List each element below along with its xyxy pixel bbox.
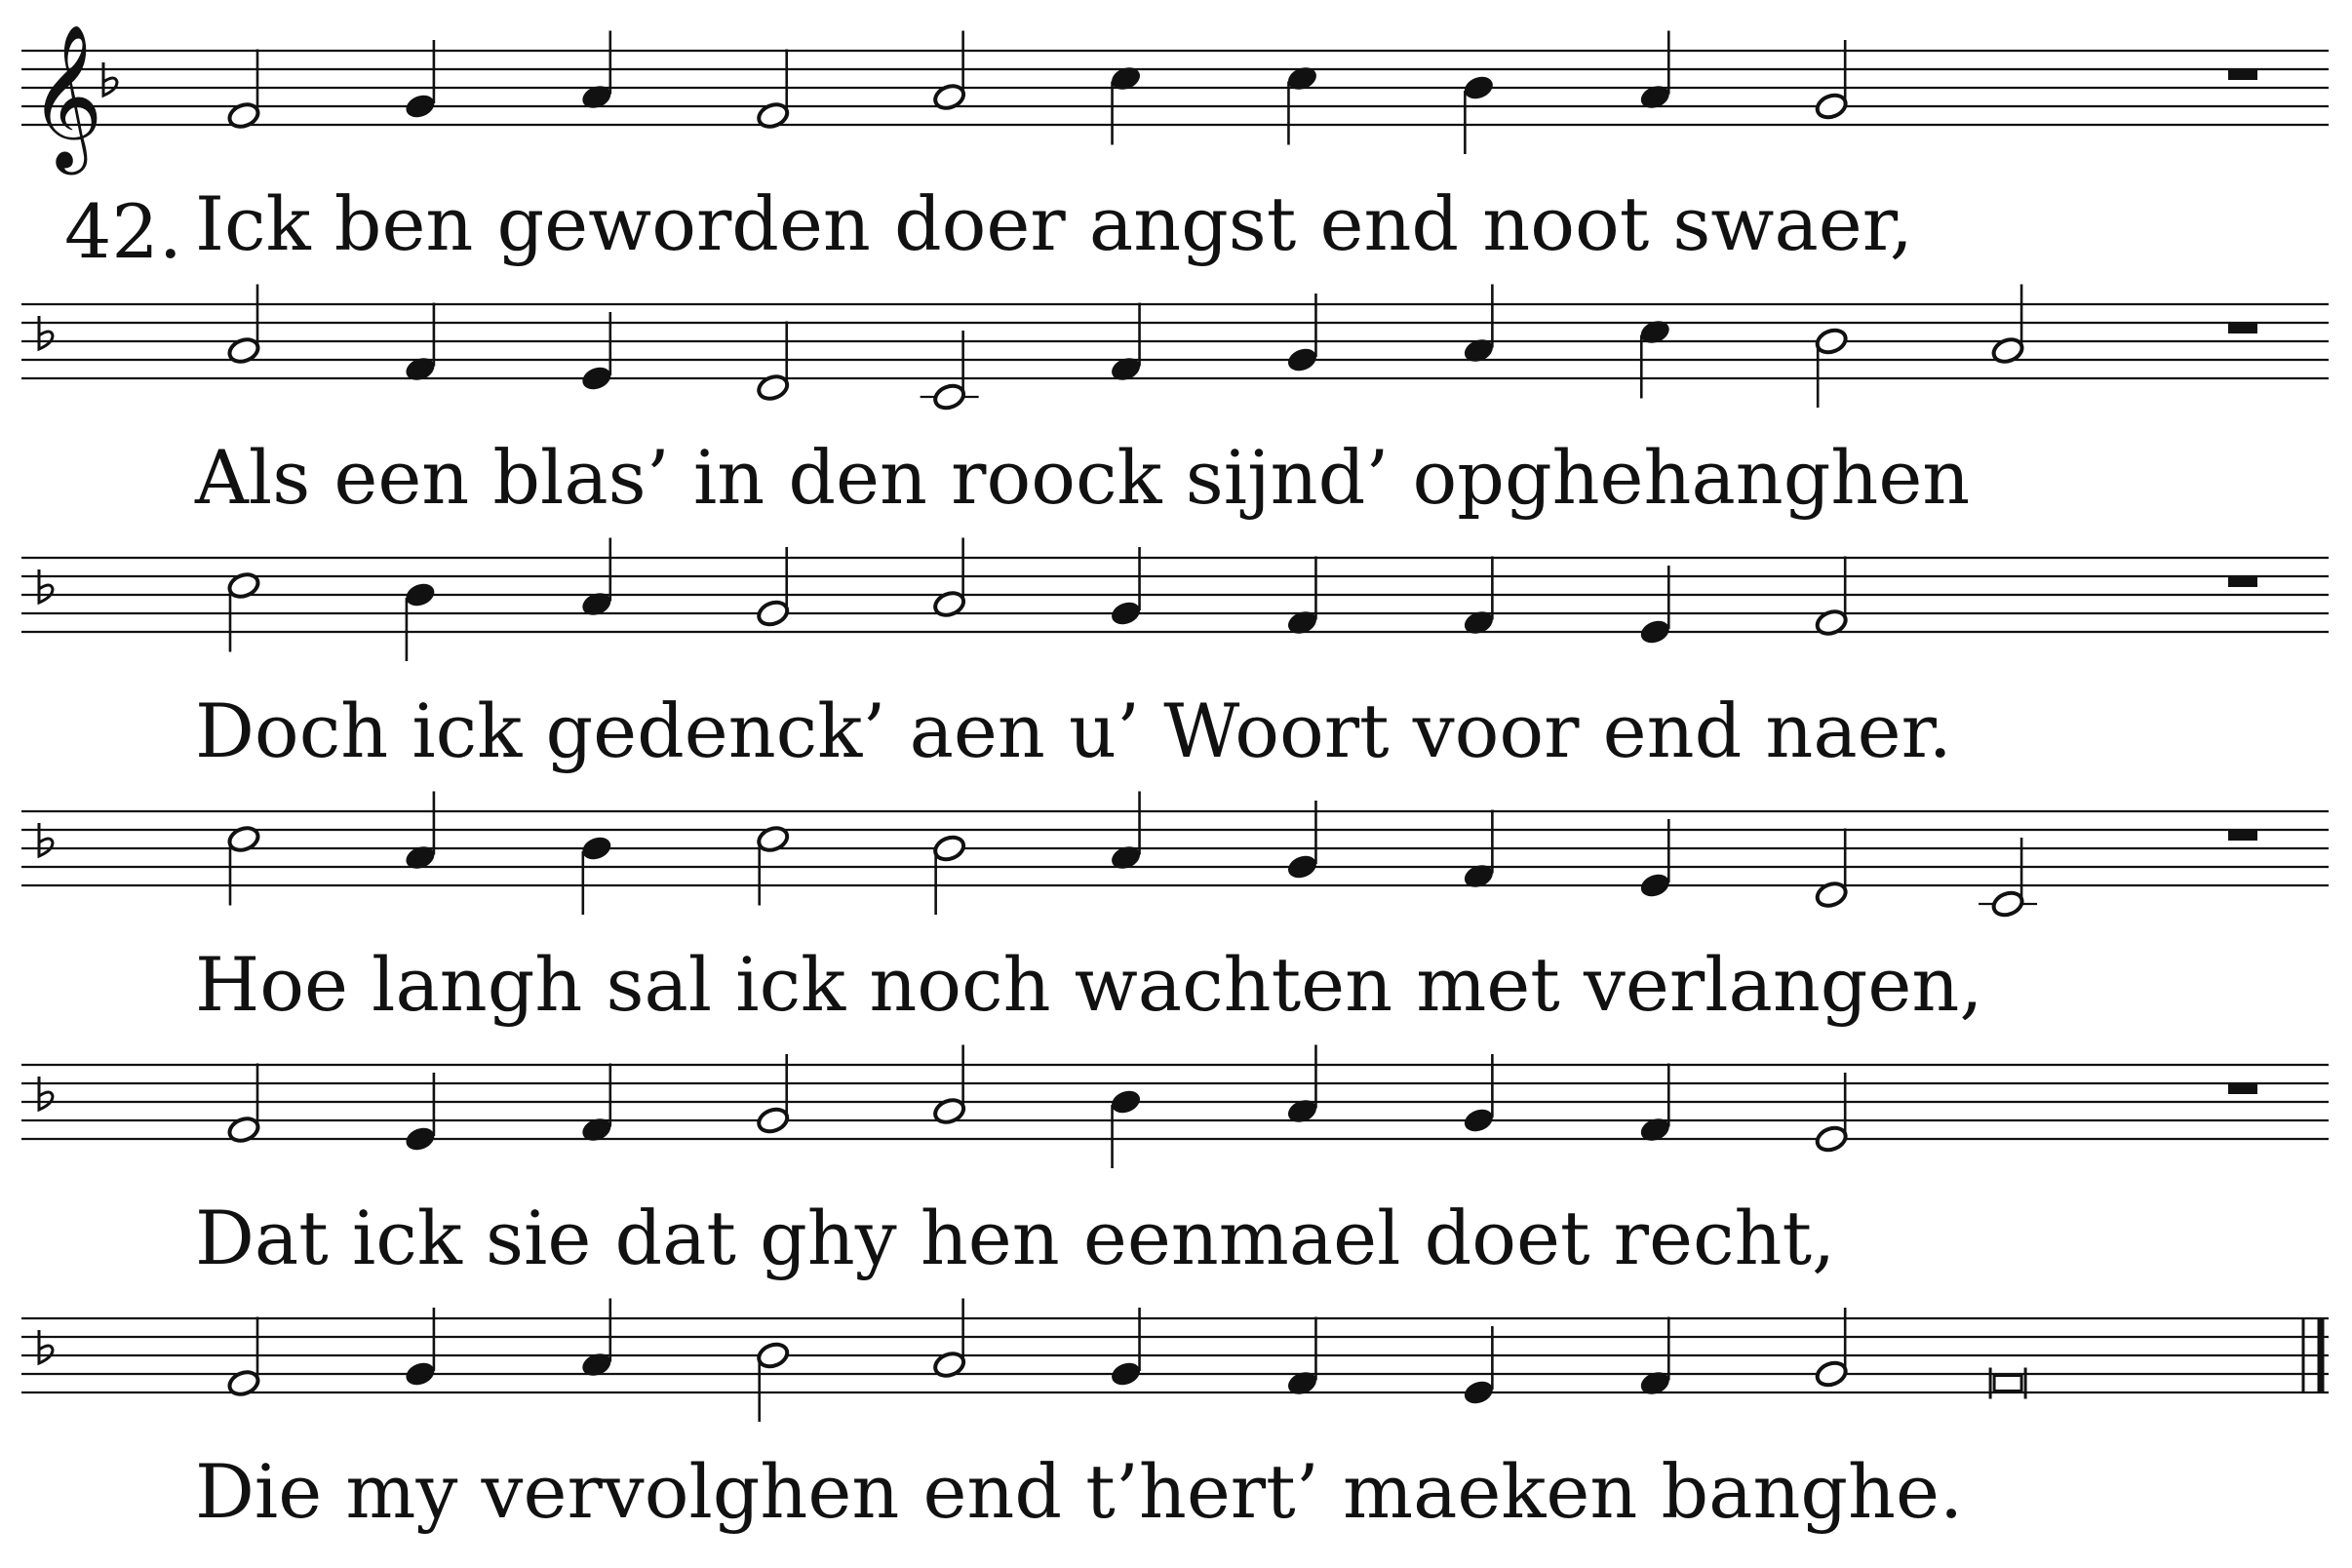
- half-note: [932, 1350, 967, 1380]
- quarter-note: [403, 843, 438, 873]
- quarter-note: [579, 364, 614, 394]
- lyric-line-2: Als een blas’ in den roock sijnd’ opghehanghen: [195, 434, 1971, 521]
- quarter-note: [1637, 617, 1672, 647]
- half-note: [1814, 608, 1849, 638]
- rest-icon: [2228, 576, 2257, 587]
- quarter-note: [1462, 335, 1497, 366]
- rest-icon: [2228, 830, 2257, 841]
- quarter-note: [1285, 1368, 1320, 1398]
- rest-icon: [2228, 1083, 2257, 1094]
- half-note: [1990, 335, 2025, 366]
- flat-sign-icon: [39, 316, 53, 349]
- quarter-note: [579, 1115, 614, 1145]
- half-note: [1814, 327, 1849, 357]
- quarter-note: [1637, 1115, 1672, 1145]
- half-note: [756, 599, 791, 629]
- half-note: [756, 100, 791, 131]
- quarter-note: [1285, 1096, 1320, 1126]
- quarter-note: [1109, 1359, 1144, 1390]
- quarter-note: [1109, 63, 1144, 94]
- quarter-note: [1285, 63, 1320, 94]
- flat-sign-icon: [39, 823, 53, 856]
- quarter-note: [1637, 1368, 1672, 1398]
- quarter-note: [579, 589, 614, 619]
- half-note: [932, 82, 967, 112]
- quarter-note: [1462, 861, 1497, 891]
- half-note: [1814, 880, 1849, 910]
- quarter-note: [1462, 73, 1497, 103]
- flat-sign-icon: [39, 1330, 53, 1363]
- quarter-note: [1285, 852, 1320, 882]
- quarter-note: [1462, 1106, 1497, 1136]
- half-note: [932, 382, 967, 412]
- rest-icon: [2228, 323, 2257, 333]
- quarter-note: [579, 834, 614, 864]
- treble-clef-icon: 𝄞: [29, 23, 103, 169]
- quarter-note: [1637, 82, 1672, 112]
- verse-number: 42.: [64, 188, 182, 275]
- half-note: [226, 100, 261, 131]
- half-note: [1814, 1124, 1849, 1155]
- half-note: [932, 1096, 967, 1126]
- lyric-line-5: Dat ick sie dat ghy hen eenmael doet recht,: [195, 1195, 1836, 1281]
- rest-icon: [2228, 69, 2257, 80]
- half-note: [226, 1115, 261, 1145]
- quarter-note: [1109, 1087, 1144, 1117]
- half-note: [226, 570, 261, 601]
- half-note: [226, 335, 261, 366]
- half-note: [756, 372, 791, 403]
- half-note: [226, 1368, 261, 1398]
- half-note: [756, 1341, 791, 1371]
- quarter-note: [1109, 599, 1144, 629]
- quarter-note: [1109, 354, 1144, 384]
- half-note: [756, 824, 791, 854]
- quarter-note: [1462, 1378, 1497, 1408]
- flat-sign-icon: [39, 1077, 53, 1110]
- lyric-line-1: Ick ben geworden doer angst end noot swaer,: [195, 180, 1913, 267]
- lyric-line-6: Die my vervolghen end t’hert’ maeken banghe.: [195, 1448, 1964, 1535]
- quarter-note: [403, 354, 438, 384]
- flat-sign-icon: [103, 62, 117, 96]
- half-note: [1814, 92, 1849, 122]
- quarter-note: [579, 82, 614, 112]
- half-note: [226, 824, 261, 854]
- half-note: [1990, 889, 2025, 920]
- quarter-note: [1462, 608, 1497, 638]
- quarter-note: [403, 580, 438, 610]
- quarter-note: [403, 92, 438, 122]
- quarter-note: [1109, 843, 1144, 873]
- quarter-note: [1637, 871, 1672, 901]
- half-note: [932, 834, 967, 864]
- flat-sign-icon: [39, 569, 53, 603]
- quarter-note: [579, 1350, 614, 1380]
- lyric-line-3: Doch ick gedenck’ aen u’ Woort voor end naer.: [195, 687, 1952, 774]
- lyric-line-4: Hoe langh sal ick noch wachten met verlangen,: [195, 941, 1983, 1028]
- quarter-note: [403, 1124, 438, 1155]
- half-note: [756, 1106, 791, 1136]
- half-note: [1814, 1359, 1849, 1390]
- quarter-note: [1285, 345, 1320, 375]
- quarter-note: [403, 1359, 438, 1390]
- quarter-note: [1637, 317, 1672, 347]
- half-note: [932, 589, 967, 619]
- quarter-note: [1285, 608, 1320, 638]
- final-note: [1994, 1376, 2021, 1392]
